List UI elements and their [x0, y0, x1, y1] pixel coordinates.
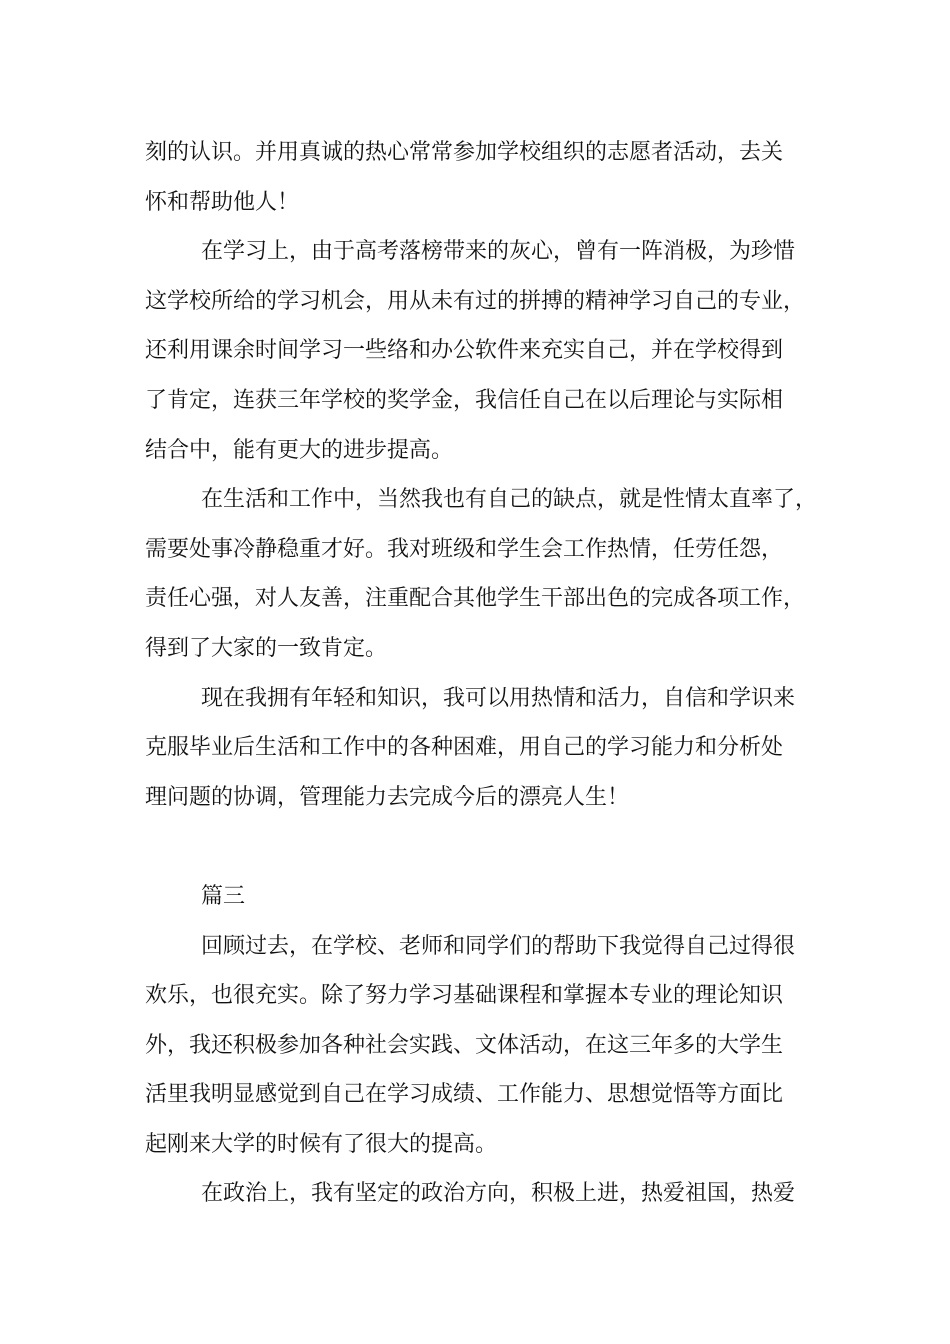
text-line: 刻的认识。并用真诚的热心常常参加学校组织的志愿者活动，去关: [145, 140, 784, 165]
text-line: 克服毕业后生活和工作中的各种困难，用自己的学习能力和分析处: [145, 735, 784, 761]
text-line: 欢乐，也很充实。除了努力学习基础课程和掌握本专业的理论知识: [145, 983, 784, 1009]
text-line: 得到了大家的一致肯定。: [145, 635, 388, 661]
paragraph-start: 在政治上，我有坚定的政治方向，积极上进，热爱祖国，热爱: [201, 1181, 796, 1207]
section-heading: 篇三: [201, 883, 246, 909]
text-line: 外，我还积极参加各种社会实践、文体活动，在这三年多的大学生: [145, 1032, 784, 1058]
paragraph-start: 回顾过去，在学校、老师和同学们的帮助下我觉得自己过得很: [201, 933, 796, 959]
text-line: 活里我明显感觉到自己在学习成绩、工作能力、思想觉悟等方面比: [145, 1082, 784, 1108]
text-line: 起刚来大学的时候有了很大的提高。: [145, 1131, 498, 1157]
document-body: [145, 128, 825, 1219]
text-line: 了肯定，连获三年学校的奖学金，我信任自己在以后理论与实际相: [145, 387, 784, 413]
text-line: 还利用课余时间学习一些络和办公软件来充实自己，并在学校得到: [145, 338, 784, 364]
text-line: 理问题的协调，管理能力去完成今后的漂亮人生！: [145, 784, 630, 810]
text-line: 这学校所给的学习机会，用从未有过的拼搏的精神学习自己的专业，: [145, 288, 806, 314]
text-line: 责任心强，对人友善，注重配合其他学生干部出色的完成各项工作，: [145, 586, 806, 612]
text-line: 结合中，能有更大的进步提高。: [145, 437, 454, 463]
text-line: 需要处事冷静稳重才好。我对班级和学生会工作热情，任劳任怨，: [145, 536, 784, 562]
paragraph-start: 现在我拥有年轻和知识，我可以用热情和活力，自信和学识来: [201, 685, 796, 711]
text-line: 怀和帮助他人！: [145, 189, 300, 215]
paragraph-start: 在生活和工作中，当然我也有自己的缺点，就是性情太直率了，: [201, 487, 818, 513]
paragraph-start: 在学习上，由于高考落榜带来的灰心，曾有一阵消极，为珍惜: [201, 239, 796, 265]
blank-line: [145, 822, 825, 872]
